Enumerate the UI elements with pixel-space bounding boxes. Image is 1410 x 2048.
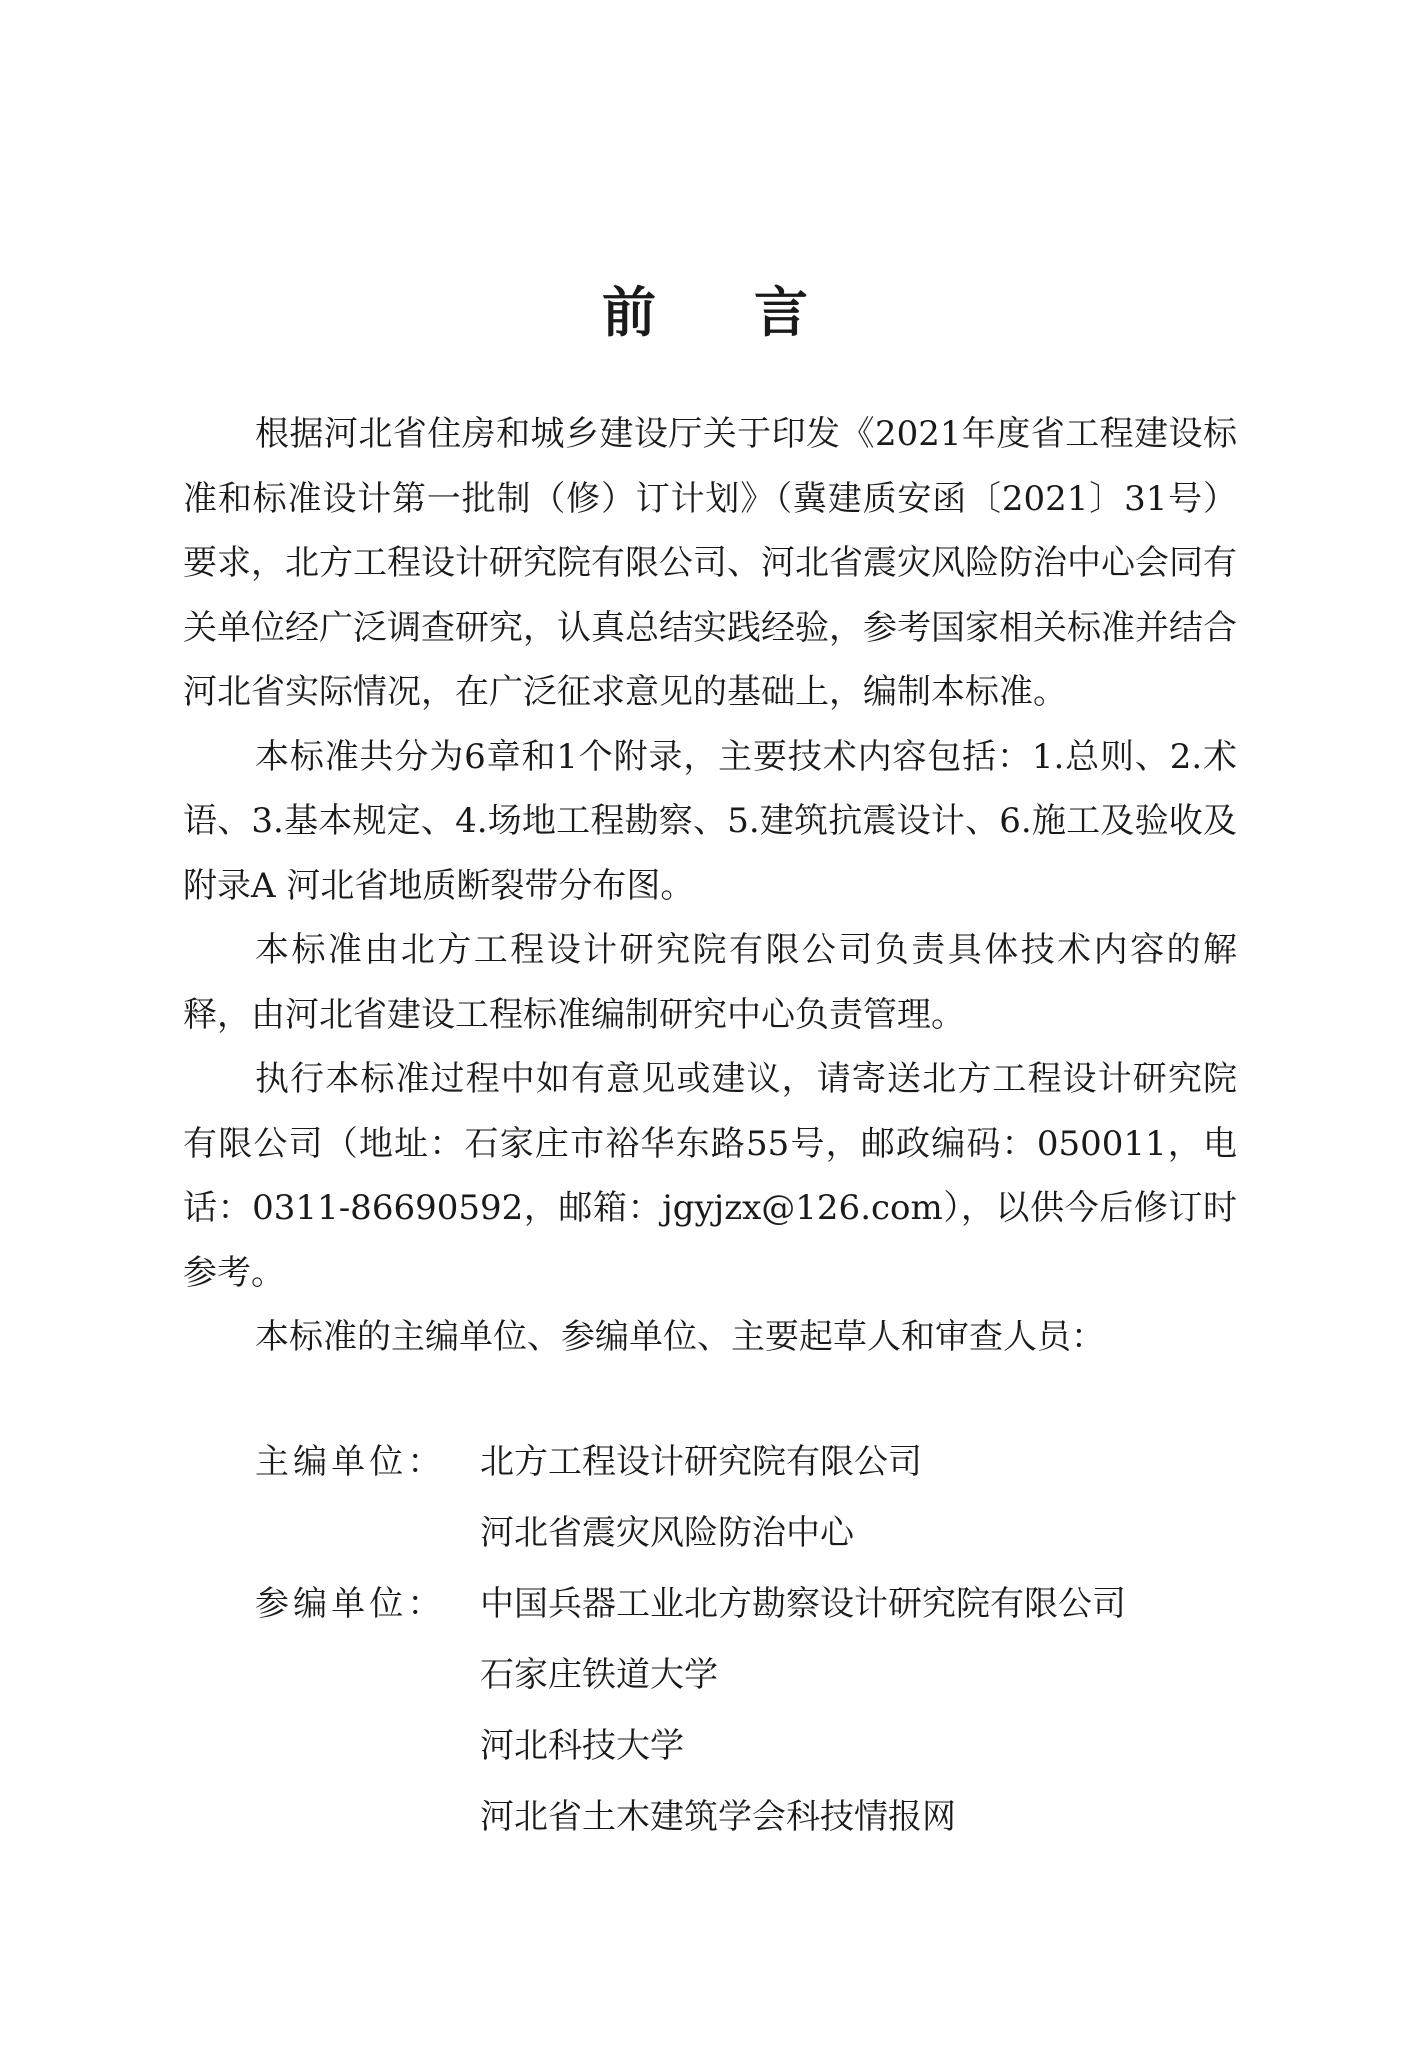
paragraph-basis: 根据河北省住房和城乡建设厅关于印发《2021年度省工程建设标准和标准设计第一批制（修）订计划》（冀建质安函〔2021〕31号）要求，北方工程设计研究院有限公司、河北省震灾风险防治中心会同有关单位经广泛调查研究，认真总结实践经验，参考国家相关标准并结合河北省实际情况，在广泛征求意见的基础上，编制本标准。 — [183, 414, 1237, 712]
title-char-1: 前 — [602, 280, 656, 344]
chief-editor-group — [255, 1427, 1235, 1569]
list-item: 中国兵器工业北方勘察设计研究院有限公司 — [480, 1584, 1126, 1624]
paragraph-feedback: 执行本标准过程中如有意见或建议，请寄送北方工程设计研究院有限公司（地址：石家庄市裕华东路55号，邮政编码：050011，电话：0311-86690592，邮箱：jgyjzx@126.com），以供今后修订时参考。 — [183, 1059, 1237, 1293]
page-title — [0, 272, 1410, 352]
paragraph-contents: 本标准共分为6章和1个附录，主要技术内容包括：1.总则、2.术语、3.基本规定、4.场地工程勘察、5.建筑抗震设计、6.施工及验收及附录A 河北省地质断裂带分布图。 — [183, 736, 1237, 906]
chief-editor-list — [480, 1427, 922, 1569]
paragraph-responsibility: 本标准由北方工程设计研究院有限公司负责具体技术内容的解释，由河北省建设工程标准编制研究中心负责管理。 — [183, 930, 1237, 1035]
editing-units — [255, 1427, 1235, 1853]
list-item: 北方工程设计研究院有限公司 — [480, 1442, 922, 1482]
list-item: 石家庄铁道大学 — [480, 1655, 718, 1695]
foreword-body — [183, 402, 1237, 1370]
list-item: 河北省震灾风险防治中心 — [480, 1513, 854, 1553]
list-item: 河北省土木建筑学会科技情报网 — [480, 1797, 956, 1837]
paragraph-units-intro: 本标准的主编单位、参编单位、主要起草人和审查人员： — [255, 1317, 1105, 1357]
title-char-2: 言 — [754, 280, 808, 344]
co-editor-list — [480, 1569, 1126, 1853]
chief-editor-label: 主编单位： — [255, 1442, 446, 1482]
list-item: 河北科技大学 — [480, 1726, 684, 1766]
co-editor-group — [255, 1569, 1235, 1853]
co-editor-label: 参编单位： — [255, 1584, 446, 1624]
